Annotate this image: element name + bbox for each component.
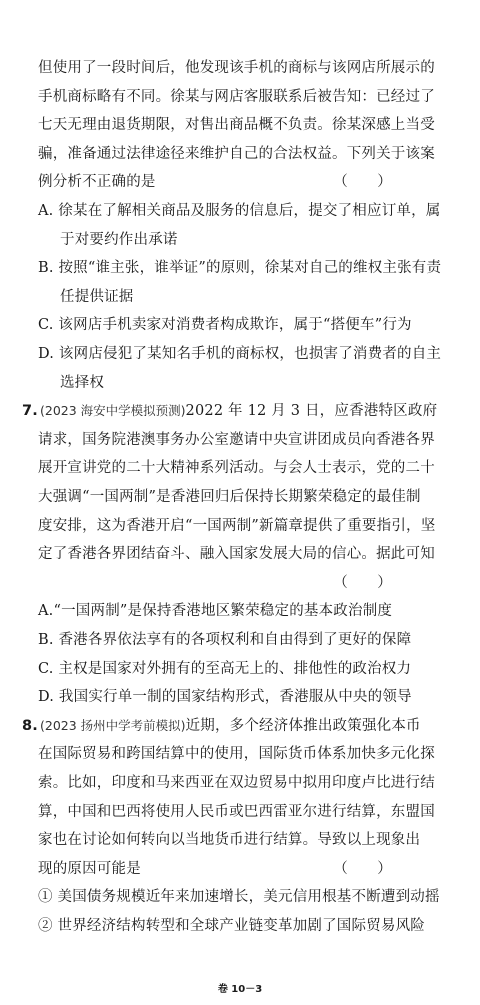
q8-stem-first (22, 716, 450, 736)
q8-line-2: 在国际贸易和跨国结算中的使用，国际货币体系加快多元化探 (38, 746, 435, 763)
q6-option-a-cont: 于对要约作出承诺 (60, 231, 178, 248)
q6-option-b-cont: 任提供证据 (60, 288, 134, 305)
q7-option-a: A.“一国两制”是保持香港地区繁荣稳定的基本政治制度 (38, 603, 393, 620)
q7-number: 7. (22, 403, 38, 420)
q8-source: (2023 扬州中学考前模拟) (40, 717, 186, 733)
q8-item-1: ① 美国债务规模近年来加速增长，美元信用根基不断遭到动摇 (38, 889, 440, 906)
q8-answer-paren: （ ） (333, 860, 392, 877)
q7-option-c: C. 主权是国家对外拥有的至高无上的、排他性的政治权力 (38, 660, 412, 677)
q7-line-2: 请求，国务院港澳事务办公室邀请中央宣讲团成员向香港各界 (38, 431, 435, 448)
q6-line-2: 手机商标略有不同。徐某与网店客服联系后被告知：已经过了 (38, 88, 435, 105)
q6-option-c: C. 该网店手机卖家对消费者构成欺诈，属于“搭便车”行为 (38, 317, 412, 334)
q7-option-b: B. 香港各界依法享有的各项权利和自由得到了更好的保障 (38, 632, 412, 648)
q6-line-4: 骗，准备通过法律途径来维护自己的合法权益。下列关于该案 (38, 145, 435, 162)
q6-answer-paren: （ ） (333, 174, 392, 191)
q6-line-5: 例分析不正确的是 (38, 174, 156, 191)
q7-line-1: 2022 年 12 月 3 日，应香港特区政府 (185, 403, 438, 420)
q8-item-2: ② 世界经济结构转型和全球产业链变革加剧了国际贸易风险 (38, 918, 426, 934)
q6-option-d: D. 该网店侵犯了某知名手机的商标权，也损害了消费者的自主 (38, 346, 442, 362)
q6-option-a: A. 徐某在了解相关商品及服务的信息后，提交了相应订单，属 (38, 203, 441, 219)
q8-number: 8. (22, 717, 38, 734)
q8-line-4: 算，中国和巴西将使用人民币或巴西雷亚尔进行结算，东盟国 (38, 803, 435, 820)
q7-line-6: 定了香港各界团结奋斗、融入国家发展大局的信心。据此可知 (38, 546, 435, 563)
q7-line-5: 度安排，这为香港开启“一国两制”新篇章提供了重要指引，坚 (38, 517, 436, 534)
q7-line-4: 大强调“一国两制”是香港回归后保持长期繁荣稳定的最佳制 (38, 489, 421, 505)
q7-line-3: 展开宣讲党的二十大精神系列活动。与会人士表示，党的二十 (38, 460, 435, 477)
q8-stem-end (38, 859, 450, 879)
q6-stem-end (38, 172, 450, 192)
q7-answer-paren: （ ） (333, 574, 392, 591)
q8-line-3: 索。比如，印度和马来西亚在双边贸易中拟用印度卢比进行结 (38, 775, 435, 791)
q6-option-b: B. 按照“谁主张，谁举证”的原则，徐某对自己的维权主张有责 (38, 260, 442, 277)
page-footer: 卷 10－3 (217, 984, 263, 995)
q6-option-d-cont: 选择权 (60, 374, 105, 391)
q7-option-d: D. 我国实行单一制的国家结构形式，香港服从中央的领导 (38, 689, 412, 706)
q6-line-3: 七天无理由退货期限，对售出商品概不负责。徐某深感上当受 (38, 117, 435, 134)
q6-line-1: 但使用了一段时间后，他发现该手机的商标与该网店所展示的 (38, 60, 435, 76)
q8-line-5: 家也在讨论如何转向以当地货币进行结算。导致以上现象出 (38, 832, 421, 849)
q7-source: (2023 海安中学模拟预测) (40, 403, 186, 419)
q8-line-6: 现的原因可能是 (38, 860, 141, 877)
q7-stem-first (22, 401, 450, 421)
q8-line-1: 近期，多个经济体推出政策强化本币 (185, 717, 421, 734)
